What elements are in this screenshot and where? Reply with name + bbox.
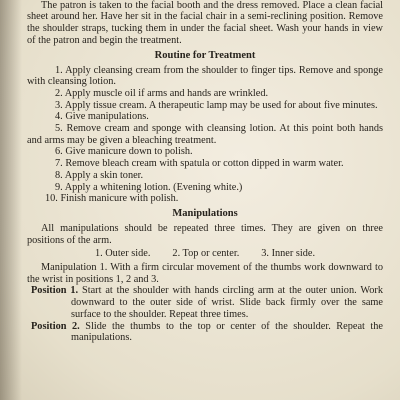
position-text: Slide the thumbs to the top or center of the shoulder. Repeat the manipulations. [71, 320, 383, 344]
step-text: Finish manicure with polish. [60, 193, 179, 205]
arm-position-outer: 1. Outer side. [94, 248, 151, 260]
routine-step [27, 182, 383, 194]
position-1 [27, 285, 383, 320]
step-number: 8. [55, 169, 63, 181]
page-content [27, 0, 383, 344]
step-text: Apply a whitening lotion. (Evening white.) [64, 181, 243, 193]
manipulation-1: Manipulation 1. With a firm circular movement of the thumbs work downward to the wrist in positions 1, 2 and 3. [27, 262, 383, 285]
step-text: Apply cleansing cream from the shoulder to finger tips. Remove and sponge with cleansing lotion. [27, 64, 383, 88]
routine-step [27, 123, 383, 146]
arm-position-top: 2. Top or center. [172, 248, 240, 260]
step-number: 7. [55, 158, 63, 170]
arm-position-inner: 3. Inner side. [261, 248, 316, 260]
step-text: Apply a skin toner. [64, 169, 144, 181]
arm-positions-row [27, 248, 383, 260]
position-text: Start at the shoulder with hands circling arm at the outer union. Work downward to the outer side of wrist. Slide back firmly over the same surface to the shoulder. Repeat three times. [71, 285, 383, 320]
routine-step [27, 65, 383, 88]
intro-paragraph: The patron is taken to the facial booth and the dress removed. Place a clean facial sheet around her. Have her sit in the facial chair in a semi-reclining position. Remove the shoulder straps, tucking them in under the facial sheet. Wash your hands in view of the patron and begin the treatment. [27, 0, 383, 46]
step-number: 1. [55, 64, 63, 76]
manipulations-intro: All manipulations should be repeated three times. They are given on three positions of the arm. [27, 222, 383, 246]
position-2 [27, 321, 383, 344]
step-text: Apply muscle oil if arms and hands are wrinkled. [64, 87, 269, 99]
step-number: 5. [55, 123, 63, 135]
routine-steps [27, 65, 383, 205]
manipulations-heading: Manipulations [172, 207, 238, 219]
step-number: 10. [45, 193, 58, 205]
step-text: Give manicure down to polish. [65, 146, 193, 158]
step-text: Apply tissue cream. A therapeutic lamp may be used for about five minutes. [64, 99, 378, 111]
step-number: 2. [55, 87, 63, 99]
position-label: Position 1. [31, 285, 79, 297]
routine-step [27, 146, 383, 158]
step-text: Give manipulations. [65, 111, 149, 123]
routine-step [27, 193, 383, 205]
step-number: 4. [55, 111, 63, 123]
routine-heading: Routine for Treatment [154, 49, 256, 61]
step-number: 6. [55, 146, 63, 158]
routine-step [27, 88, 383, 100]
routine-step [27, 100, 383, 112]
step-text: Remove bleach cream with spatula or cotton dipped in warm water. [65, 158, 344, 170]
routine-step [27, 111, 383, 123]
step-text: Remove cream and sponge with cleansing lotion. At this point both hands and arms may be given a bleaching treatment. [27, 123, 384, 146]
step-number: 3. [55, 99, 63, 111]
routine-step [27, 158, 383, 170]
routine-step [27, 170, 383, 182]
position-label: Position 2. [31, 320, 80, 332]
step-number: 9. [55, 181, 63, 193]
